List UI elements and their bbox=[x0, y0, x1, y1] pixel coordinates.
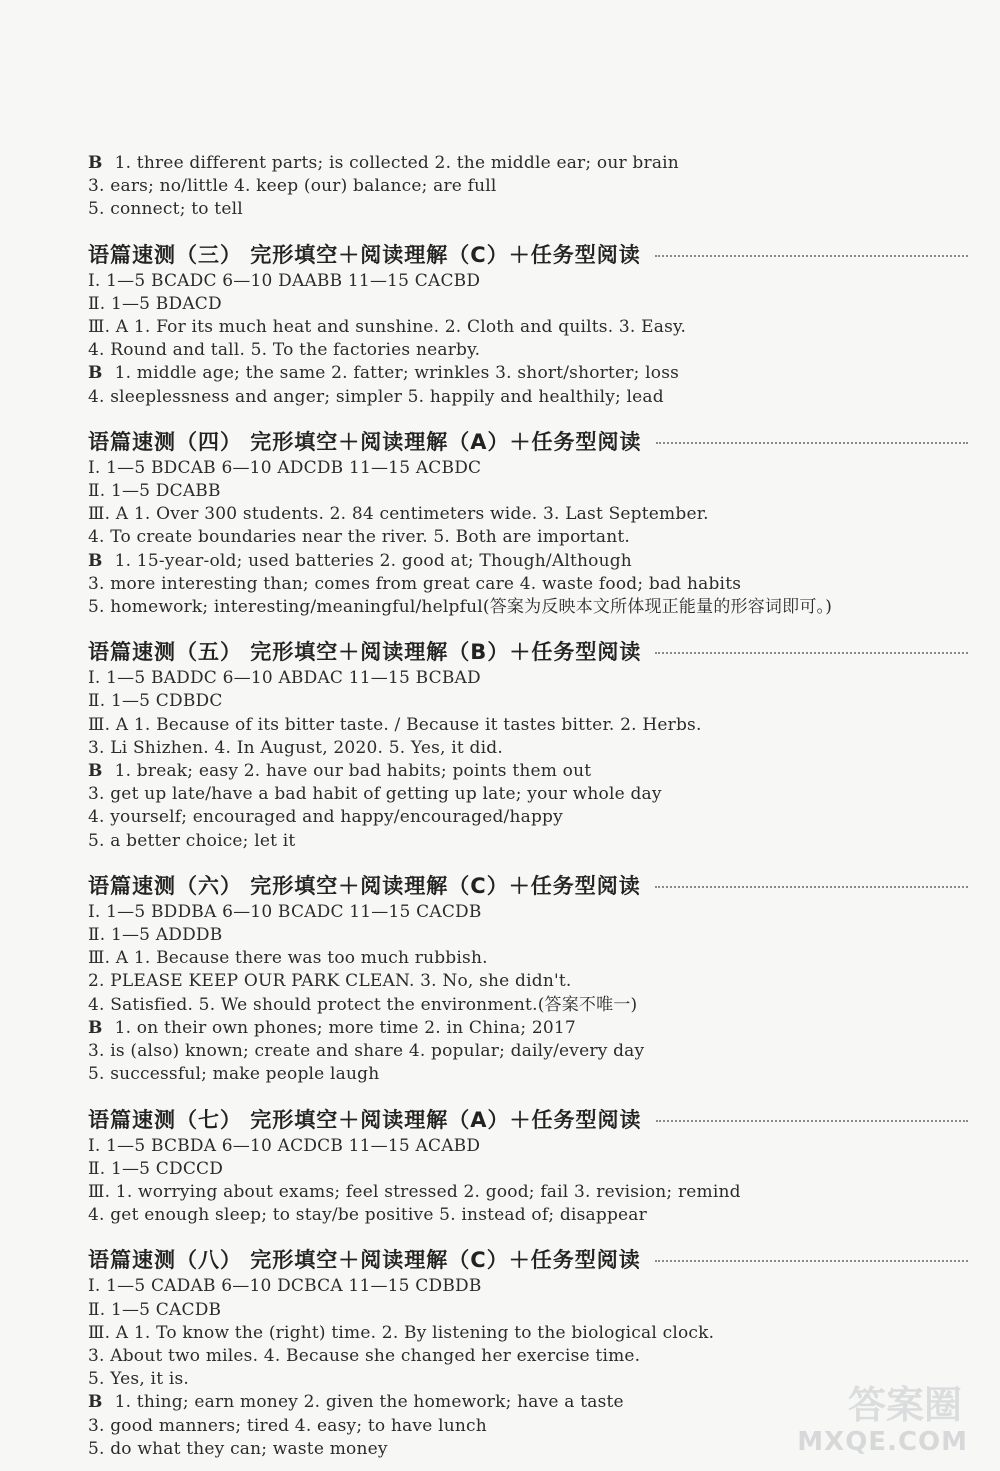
answer-line bbox=[88, 457, 968, 480]
section-title: 语篇速测（七） 完形填空＋阅读理解（A）＋任务型阅读 bbox=[88, 1107, 642, 1132]
answer-line bbox=[88, 1204, 968, 1227]
line-text: Ⅰ. 1—5 CADAB 6—10 DCBCA 11—15 CDBDB bbox=[88, 1276, 482, 1297]
answer-line bbox=[88, 573, 968, 596]
dotted-rule bbox=[655, 652, 968, 654]
watermark-site: MXQE.COM bbox=[797, 1427, 968, 1457]
answer-line bbox=[88, 550, 968, 573]
answer-key-page bbox=[88, 152, 968, 1461]
section-title: 语篇速测（五） 完形填空＋阅读理解（B）＋任务型阅读 bbox=[88, 640, 642, 665]
watermark-logo: 答案圈 bbox=[847, 1383, 962, 1427]
answer-line bbox=[88, 198, 968, 221]
section-header bbox=[88, 870, 968, 900]
answer-line bbox=[88, 1040, 968, 1063]
answer-line bbox=[88, 1063, 968, 1086]
answer-line bbox=[88, 714, 968, 737]
line-text: 4. To create boundaries near the river. 5. Both are important. bbox=[88, 527, 631, 548]
dotted-rule bbox=[655, 255, 968, 257]
section-header bbox=[88, 426, 968, 456]
line-text: 4. sleeplessness and anger; simpler 5. happily and healthily; lead bbox=[88, 386, 664, 407]
section-header bbox=[88, 636, 968, 666]
line-text: Ⅰ. 1—5 BDDBA 6—10 BCADC 11—15 CACDB bbox=[88, 901, 482, 922]
section-title: 语篇速测（三） 完形填空＋阅读理解（C）＋任务型阅读 bbox=[88, 242, 641, 267]
answer-line bbox=[88, 690, 968, 713]
line-text: Ⅲ. A 1. Because of its bitter taste. / Because it tastes bitter. 2. Herbs. bbox=[88, 714, 702, 735]
line-text: 5. do what they can; waste money bbox=[88, 1438, 388, 1459]
answer-line bbox=[88, 1322, 968, 1345]
line-text: Ⅰ. 1—5 BCADC 6—10 DAABB 11—15 CACBD bbox=[88, 270, 481, 291]
watermark bbox=[766, 1381, 976, 1461]
answer-line bbox=[88, 1275, 968, 1298]
answer-line bbox=[88, 386, 968, 409]
line-text: 5. Yes, it is. bbox=[88, 1369, 189, 1390]
line-text: Ⅲ. A 1. Over 300 students. 2. 84 centimeters wide. 3. Last September. bbox=[88, 504, 709, 525]
answer-line bbox=[88, 760, 968, 783]
answer-line bbox=[88, 175, 968, 198]
answer-line bbox=[88, 806, 968, 829]
answer-line bbox=[88, 994, 968, 1017]
line-text: 3. is (also) known; create and share 4. popular; daily/every day bbox=[88, 1041, 645, 1062]
line-text: Ⅲ. A 1. Because there was too much rubbish. bbox=[88, 948, 488, 969]
line-text: 4. yourself; encouraged and happy/encouraged/happy bbox=[88, 807, 563, 828]
line-text: 2. PLEASE KEEP OUR PARK CLEAN. 3. No, she didn't. bbox=[88, 971, 572, 992]
line-text: 4. Satisfied. 5. We should protect the environment.(答案不唯一) bbox=[88, 994, 638, 1015]
line-text: Ⅰ. 1—5 BADDC 6—10 ABDAC 11—15 BCBAD bbox=[88, 668, 481, 689]
line-text: 3. ears; no/little 4. keep (our) balance; are full bbox=[88, 176, 497, 197]
section-header bbox=[88, 1244, 968, 1274]
line-lead: B bbox=[88, 363, 103, 384]
line-text: 1. on their own phones; more time 2. in China; 2017 bbox=[114, 1017, 576, 1038]
line-text: 3. About two miles. 4. Because she changed her exercise time. bbox=[88, 1345, 641, 1366]
line-text: Ⅱ. 1—5 BDACD bbox=[88, 293, 222, 314]
answer-line bbox=[88, 152, 968, 175]
answer-section bbox=[88, 636, 968, 853]
answer-line bbox=[88, 1345, 968, 1368]
line-text: 5. homework; interesting/meaningful/helpful(答案为反映本文所体现正能量的形容词即可。) bbox=[88, 597, 833, 618]
answer-line bbox=[88, 1017, 968, 1040]
section-title: 语篇速测（四） 完形填空＋阅读理解（A）＋任务型阅读 bbox=[88, 429, 642, 454]
dotted-rule bbox=[656, 442, 968, 444]
answer-line bbox=[88, 830, 968, 853]
answer-line bbox=[88, 1299, 968, 1322]
dotted-rule bbox=[656, 1120, 968, 1122]
answer-line bbox=[88, 1158, 968, 1181]
line-text: Ⅰ. 1—5 BDCAB 6—10 ADCDB 11—15 ACBDC bbox=[88, 457, 482, 478]
line-text: Ⅱ. 1—5 ADDDB bbox=[88, 925, 223, 946]
answer-line bbox=[88, 293, 968, 316]
answer-line bbox=[88, 270, 968, 293]
section-title: 语篇速测（六） 完形填空＋阅读理解（C）＋任务型阅读 bbox=[88, 873, 641, 898]
dotted-rule bbox=[655, 886, 968, 888]
line-text: 1. three different parts; is collected 2. the middle ear; our brain bbox=[114, 153, 679, 173]
line-lead: B bbox=[88, 153, 103, 173]
answer-line bbox=[88, 970, 968, 993]
line-lead: B bbox=[88, 1392, 103, 1413]
line-text: Ⅱ. 1—5 CACDB bbox=[88, 1299, 222, 1320]
answer-section bbox=[88, 1104, 968, 1228]
line-text: Ⅲ. A 1. To know the (right) time. 2. By listening to the biological clock. bbox=[88, 1322, 715, 1343]
answer-line bbox=[88, 1181, 968, 1204]
line-text: 1. break; easy 2. have our bad habits; points them out bbox=[114, 761, 592, 782]
section-header bbox=[88, 239, 968, 269]
sections-container bbox=[88, 239, 968, 1461]
intro-block bbox=[88, 152, 968, 222]
line-text: Ⅲ. 1. worrying about exams; feel stressed 2. good; fail 3. revision; remind bbox=[88, 1181, 741, 1202]
answer-section bbox=[88, 870, 968, 1087]
answer-line bbox=[88, 480, 968, 503]
line-text: 3. get up late/have a bad habit of getting up late; your whole day bbox=[88, 784, 662, 805]
line-text: 1. middle age; the same 2. fatter; wrinkles 3. short/shorter; loss bbox=[114, 363, 680, 384]
answer-line bbox=[88, 667, 968, 690]
line-text: Ⅱ. 1—5 DCABB bbox=[88, 481, 221, 502]
section-header bbox=[88, 1104, 968, 1134]
answer-line bbox=[88, 783, 968, 806]
line-text: 5. connect; to tell bbox=[88, 199, 243, 220]
answer-line bbox=[88, 901, 968, 924]
answer-line bbox=[88, 947, 968, 970]
line-text: 4. Round and tall. 5. To the factories nearby. bbox=[88, 340, 481, 361]
line-lead: B bbox=[88, 1017, 103, 1038]
answer-section bbox=[88, 239, 968, 409]
line-text: Ⅱ. 1—5 CDCCD bbox=[88, 1158, 224, 1179]
answer-line bbox=[88, 339, 968, 362]
line-lead: B bbox=[88, 761, 103, 782]
dotted-rule bbox=[655, 1260, 968, 1262]
section-title: 语篇速测（八） 完形填空＋阅读理解（C）＋任务型阅读 bbox=[88, 1248, 641, 1273]
line-text: 1. 15-year-old; used batteries 2. good at; Though/Although bbox=[114, 550, 632, 571]
answer-line bbox=[88, 316, 968, 339]
line-text: Ⅲ. A 1. For its much heat and sunshine. 2. Cloth and quilts. 3. Easy. bbox=[88, 317, 687, 338]
line-text: Ⅰ. 1—5 BCBDA 6—10 ACDCB 11—15 ACABD bbox=[88, 1135, 481, 1156]
line-text: 4. get enough sleep; to stay/be positive 5. instead of; disappear bbox=[88, 1205, 647, 1226]
line-text: 1. thing; earn money 2. given the homework; have a taste bbox=[114, 1392, 624, 1413]
answer-line bbox=[88, 596, 968, 619]
answer-section bbox=[88, 426, 968, 619]
line-text: Ⅱ. 1—5 CDBDC bbox=[88, 691, 223, 712]
line-text: 5. a better choice; let it bbox=[88, 830, 296, 851]
answer-line bbox=[88, 737, 968, 760]
answer-line bbox=[88, 924, 968, 947]
line-text: 3. Li Shizhen. 4. In August, 2020. 5. Yes, it did. bbox=[88, 737, 503, 758]
line-text: 5. successful; make people laugh bbox=[88, 1064, 380, 1085]
answer-line bbox=[88, 503, 968, 526]
line-lead: B bbox=[88, 550, 103, 571]
answer-line bbox=[88, 526, 968, 549]
line-text: 3. more interesting than; comes from great care 4. waste food; bad habits bbox=[88, 573, 742, 594]
answer-line bbox=[88, 1135, 968, 1158]
line-text: 3. good manners; tired 4. easy; to have lunch bbox=[88, 1415, 487, 1436]
answer-line bbox=[88, 362, 968, 385]
